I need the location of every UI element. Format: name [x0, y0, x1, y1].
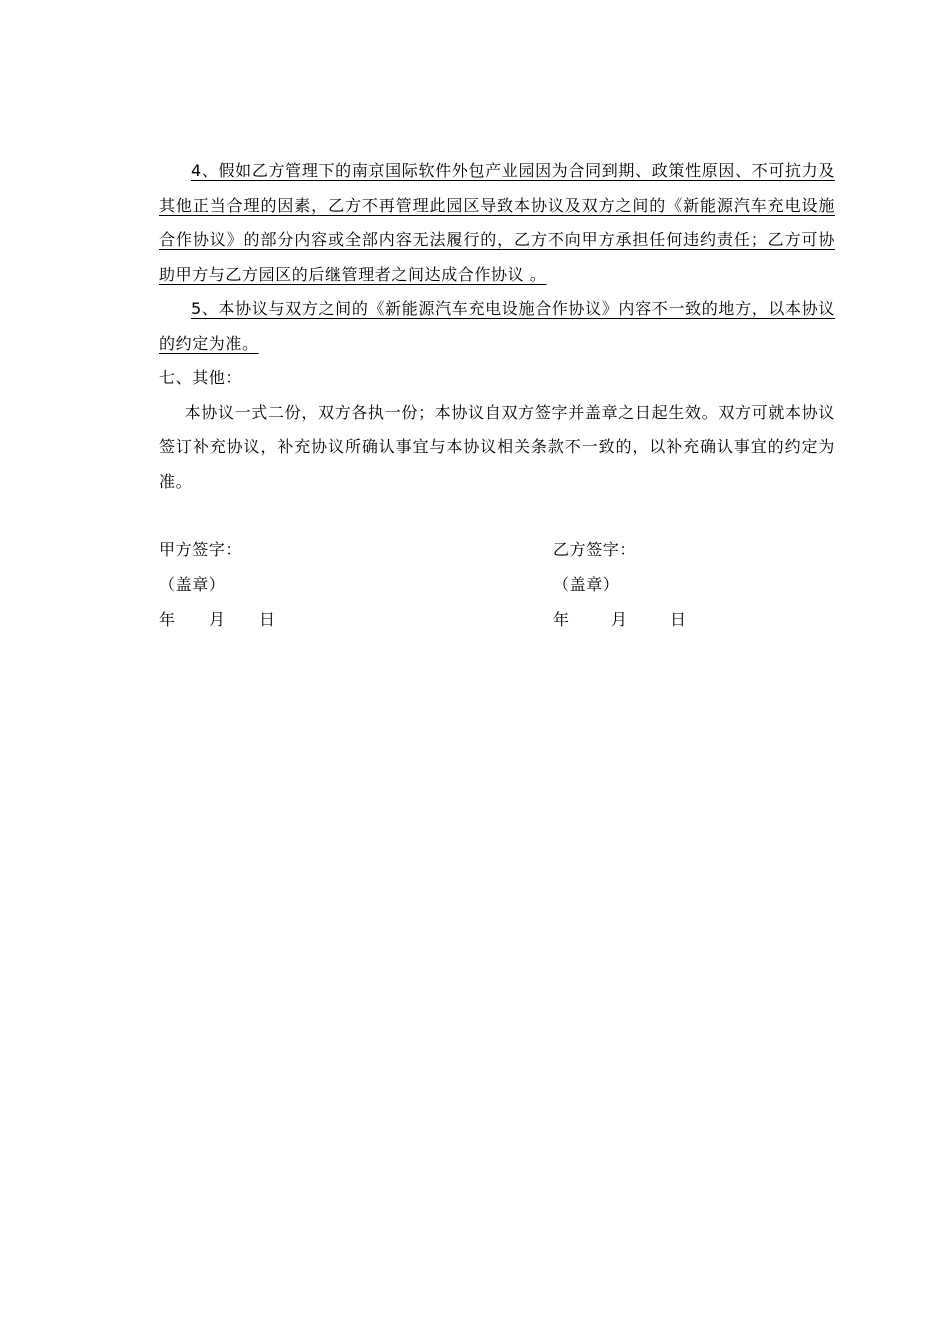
clause-4-text: 4、假如乙方管理下的南京国际软件外包产业园因为合同到期、政策性原因、不可抗力及其他正当合理的因素，乙方不再管理此园区导致本协议及双方之间的《新能源汽车充电设施合作协议》的部分内容或全部内容无法履行的，乙方不向甲方承担任何违约责任；乙方可协助甲方与乙方园区的后继管理者之间达成合作协议 。 [159, 161, 835, 284]
date-row [159, 608, 835, 632]
party-a-month-label: 月 [209, 610, 226, 629]
party-b-month-label: 月 [611, 610, 628, 629]
party-b-year-label: 年 [553, 610, 570, 629]
party-a-sign-label: 甲方签字： [159, 540, 243, 559]
clause-5 [159, 292, 835, 361]
clause-5-text: 5、本协议与双方之间的《新能源汽车充电设施合作协议》内容不一致的地方，以本协议的约定为准。 [159, 299, 835, 353]
section-7-body: 本协议一式二份，双方各执一份；本协议自双方签字并盖章之日起生效。双方可就本协议签订补充协议，补充协议所确认事宜与本协议相关条款不一致的，以补充确认事宜的约定为准。 [159, 402, 835, 491]
seal-row [159, 573, 835, 597]
party-b-day-label: 日 [670, 610, 687, 629]
party-a-seal-label: （盖章） [159, 575, 226, 594]
section-7-heading: 七、其他： [159, 368, 243, 387]
signature-row [159, 538, 835, 562]
document-body [159, 154, 835, 499]
clause-4 [159, 154, 835, 292]
party-b-sign-label: 乙方签字： [553, 540, 637, 559]
party-a-day-label: 日 [259, 610, 276, 629]
party-a-year-label: 年 [159, 610, 176, 629]
party-b-seal-label: （盖章） [553, 575, 620, 594]
